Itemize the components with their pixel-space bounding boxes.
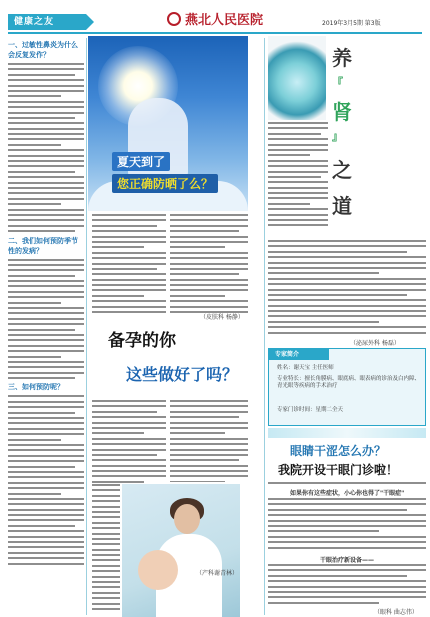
pregnancy-article-col2	[170, 400, 248, 482]
section-tag-label: 健康之友	[14, 17, 55, 27]
question-heading-3: 三、如何预防呢？	[8, 383, 64, 392]
mother-head-graphic	[174, 504, 200, 534]
dry-eye-symptoms	[268, 498, 426, 554]
dry-eye-headline-1: 眼睛干涩怎么办？	[290, 444, 387, 458]
title-bracket-close: 』	[332, 130, 343, 143]
eye-banner-strip	[268, 428, 426, 438]
hero-photo	[88, 36, 248, 211]
title-char-3: 之	[332, 158, 352, 182]
dry-eye-headline-2: 我院开设干眼门诊啦！	[278, 463, 399, 477]
expert-specialty: 专业特长：擅长角膜病、眼底病、眼表病的诊治及白内障、青光眼等疾病的手术治疗	[277, 376, 421, 389]
spacer6	[244, 400, 266, 401]
expert-clinic-time: 专家门诊时间：星期二全天	[277, 407, 344, 413]
pregnancy-article-title	[100, 320, 254, 394]
issue-date: 2019年3月5期 第3版	[322, 20, 381, 27]
page-header	[0, 0, 430, 36]
spacer4	[252, 126, 264, 127]
sunscreen-article-col1	[92, 214, 166, 314]
mother-baby-photo	[122, 484, 240, 617]
dry-eye-credit: （眼科 曲志伟）	[374, 609, 418, 616]
title-char-1: 养	[332, 46, 352, 70]
sunscreen-credit: （皮肤科 杨静）	[200, 314, 244, 321]
expert-name: 姓名：谢天宝 主任医师	[277, 365, 334, 371]
tag-arrow-icon	[86, 14, 94, 30]
expert-info-box	[268, 348, 426, 426]
dry-eye-equipment	[268, 564, 426, 608]
kidney-article-title	[330, 40, 420, 240]
masthead	[150, 10, 280, 32]
pregnancy-article-col1b	[92, 484, 120, 614]
dry-eye-subheading-1: 如果你有这些症状，小心你也得了"干眼症"	[290, 490, 405, 497]
baby-graphic	[138, 550, 178, 590]
column-separator-2	[264, 38, 265, 615]
expert-info-header: 专家简介	[269, 349, 329, 360]
column-separator	[86, 38, 87, 615]
hero-headline-1: 夏天到了	[112, 152, 170, 171]
kidney-article-col2	[268, 240, 426, 340]
hospital-logo-icon	[167, 12, 181, 26]
title-bracket-open: 『	[332, 76, 343, 89]
dry-eye-subheading-2: 干眼治疗新设备——	[320, 557, 375, 564]
question-heading-1: 一、过敏性鼻炎为什么会反复发作？	[8, 41, 78, 59]
spacer	[250, 36, 265, 37]
pregnancy-title-line2: 这些做好了吗？	[126, 365, 239, 384]
left-article	[8, 40, 84, 615]
section-tag	[8, 14, 86, 30]
sunscreen-article-col2	[170, 214, 248, 314]
header-rule	[8, 32, 422, 34]
question-heading-2: 二、我们如何预防季节性的发病？	[8, 236, 78, 255]
kidney-article-col1	[268, 122, 328, 242]
title-char-4: 道	[332, 194, 352, 218]
decorative-swirl-image	[268, 36, 326, 120]
kidney-credit: （泌尿外科 杨磊）	[350, 340, 400, 347]
sunscreen-article-col3	[252, 214, 264, 314]
title-char-2: 肾	[332, 100, 352, 124]
hero-headline-2: 您正确防晒了么？	[112, 174, 218, 193]
pregnancy-title-line1: 备孕的你	[108, 331, 176, 351]
pregnancy-credit: （产科谢青林）	[196, 570, 239, 577]
masthead-text: 燕北人民医院	[184, 13, 263, 28]
